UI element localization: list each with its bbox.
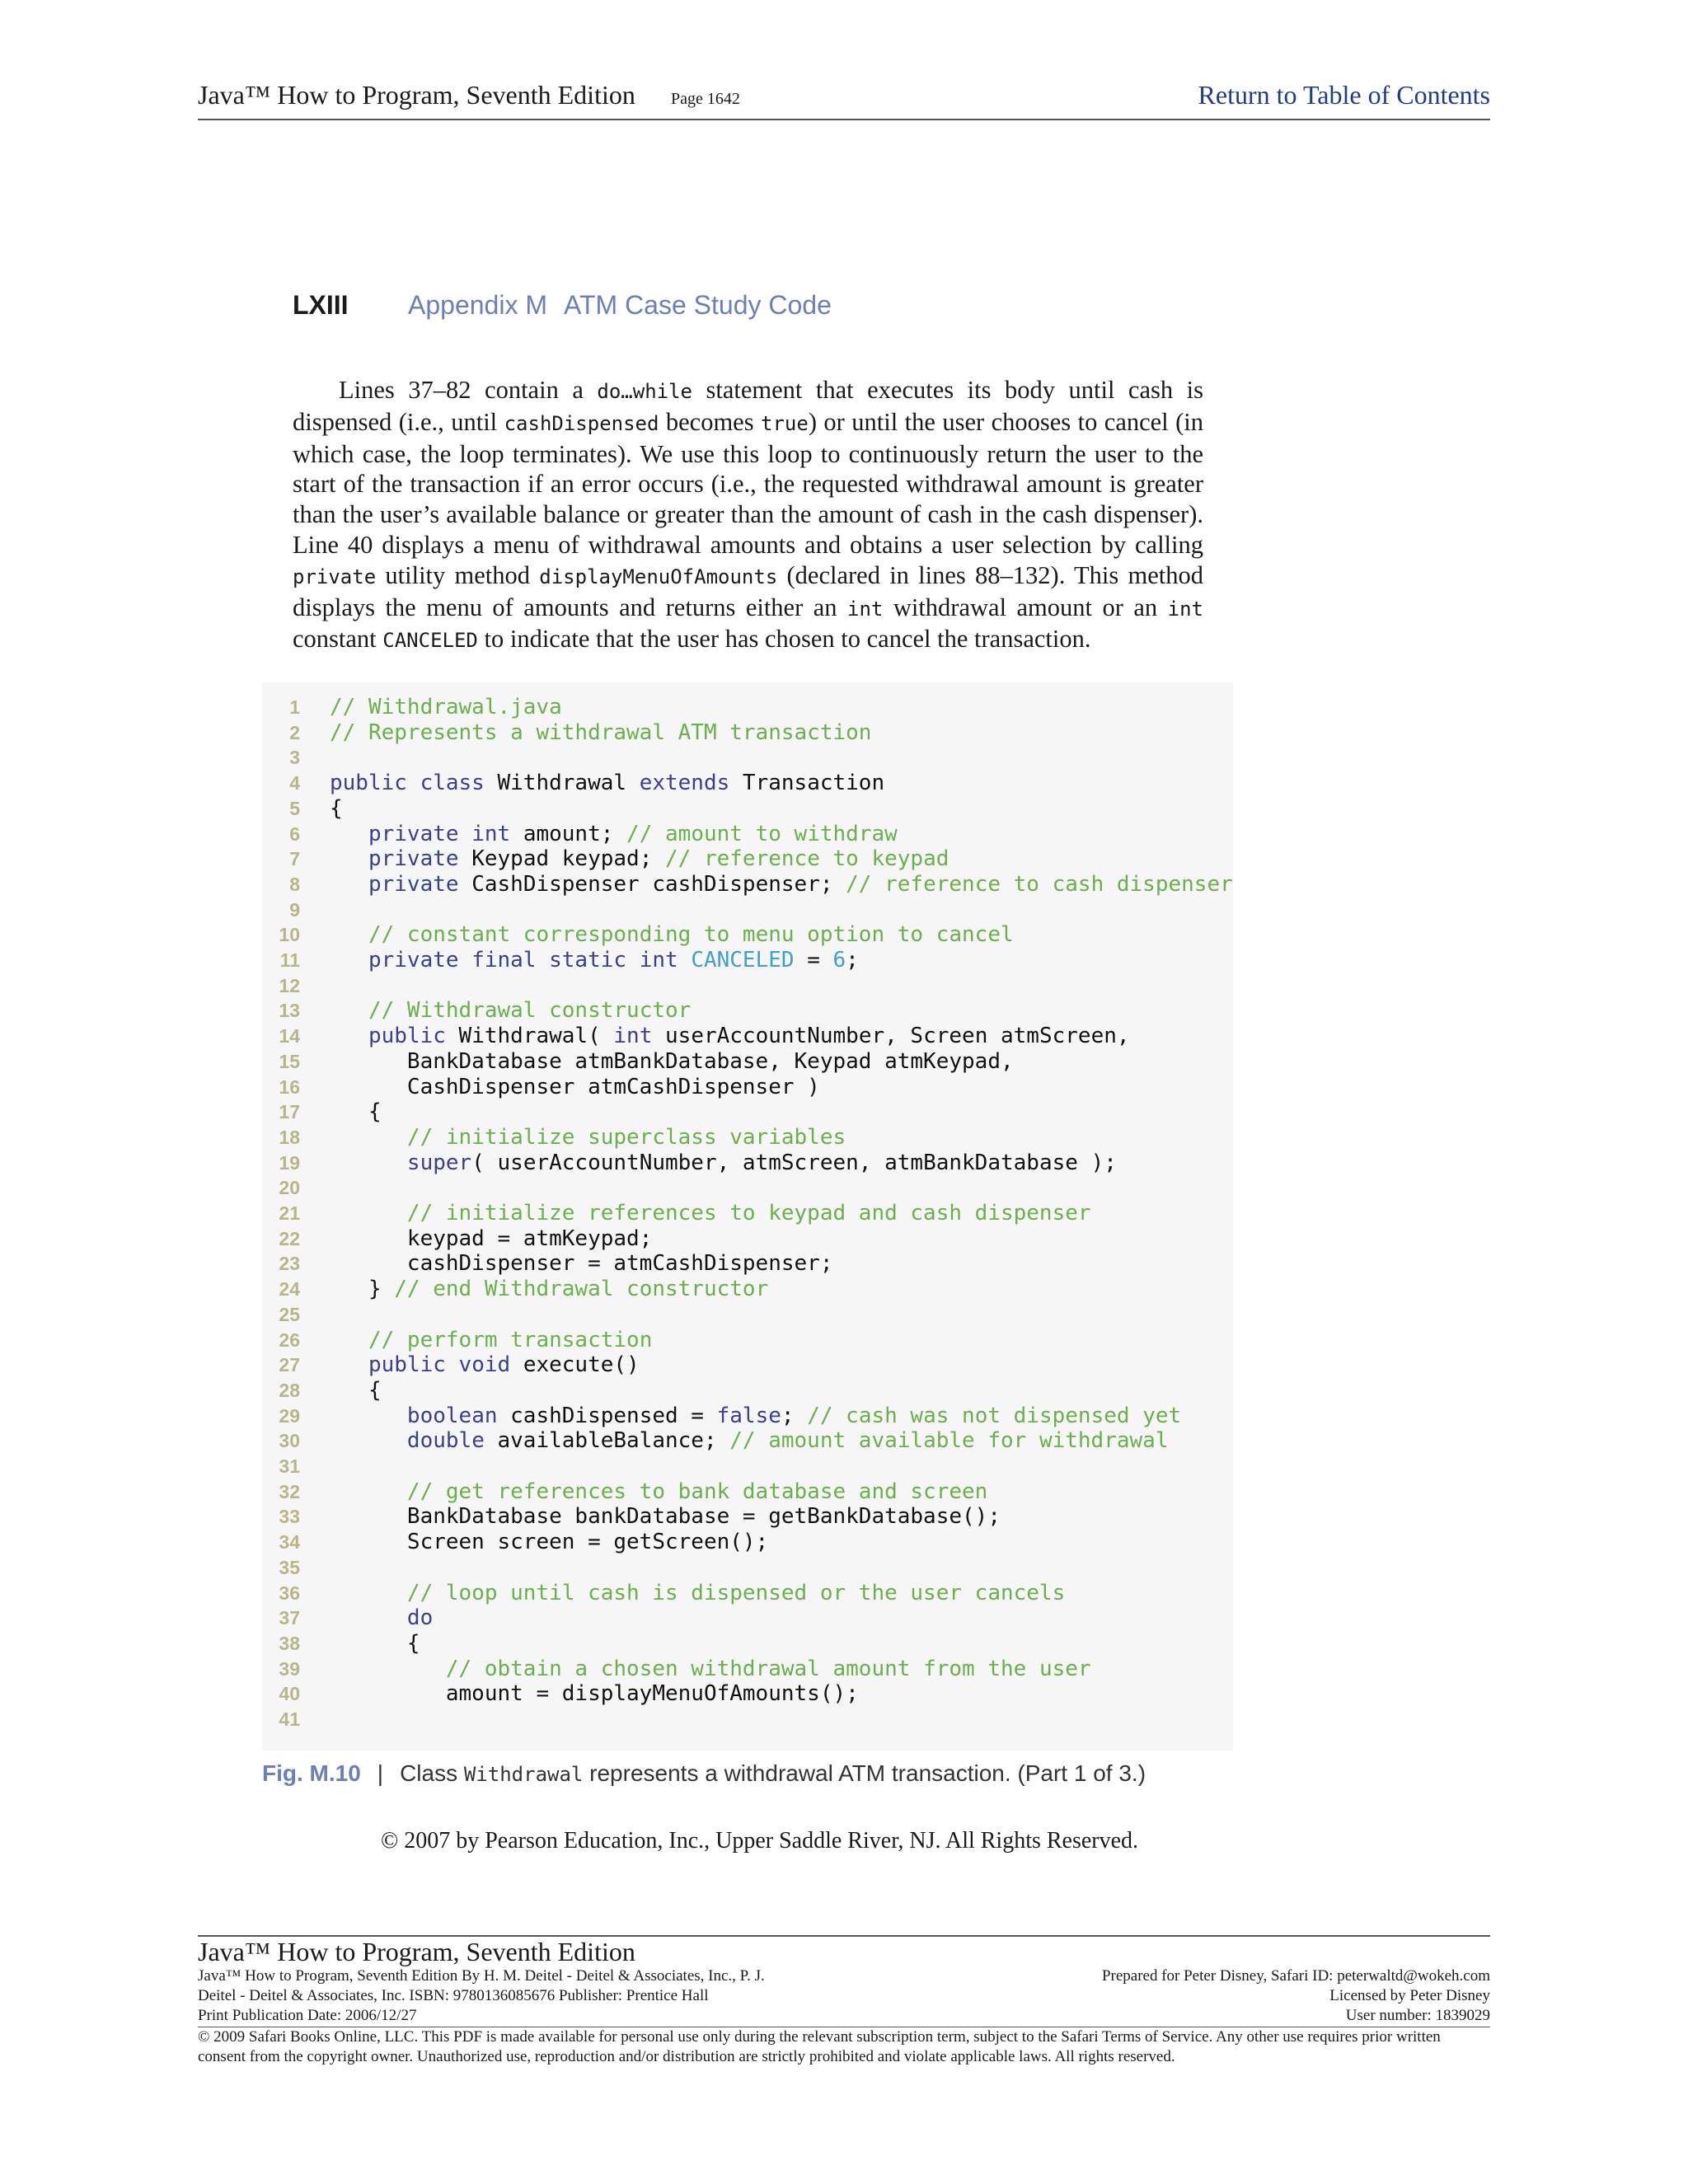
code-token: private [368, 871, 472, 897]
code-text [330, 720, 871, 746]
code-token: private [368, 846, 472, 872]
code-token: super [406, 1150, 472, 1175]
code-token: // initialize references to keypad and cash dispenser [406, 1201, 1091, 1226]
code-line [262, 1175, 300, 1201]
footer-title: Java™ How to Program, Seventh Edition [198, 1937, 635, 1966]
line-number: 40 [279, 1683, 300, 1705]
code-line [262, 1048, 1014, 1075]
paragraph-text: constant [293, 625, 383, 654]
code-text [330, 1681, 859, 1707]
paragraph-text: ) or until the user chooses to cancel (in which case, the loop terminates). We use this loop to continuously return the user to the start of the transaction if an error occurs (i.e., the requested withdrawal amount is greater than the user’s available balance or greater than the amount of cash in the cash dispenser). Line 40 displays a menu of withdrawal amounts and obtains a user selection by calling [293, 407, 1203, 559]
code-line [262, 1150, 1117, 1176]
line-number: 26 [279, 1329, 300, 1351]
code-token: BankDatabase atmBankDatabase, Keypad atmKeypad, [330, 1048, 1014, 1074]
line-number: 9 [289, 898, 300, 921]
code-token: // initialize superclass variables [406, 1124, 846, 1150]
appendix-title: ATM Case Study Code [564, 290, 832, 320]
code-token [330, 998, 368, 1023]
code-token: public void [368, 1352, 523, 1378]
code-line [262, 695, 562, 720]
code-token [330, 1605, 407, 1630]
code-line [262, 1277, 769, 1302]
code-line [262, 1656, 1091, 1682]
line-number: 36 [279, 1582, 300, 1604]
code-text [330, 1428, 1168, 1454]
code-token: Withdrawal [497, 771, 640, 796]
line-number: 14 [279, 1025, 300, 1047]
code-token: // amount to withdraw [626, 821, 898, 846]
code-line [262, 1302, 300, 1328]
caption-text-before: Class [400, 1760, 464, 1786]
code-line [262, 922, 1014, 948]
code-token [330, 1352, 368, 1377]
line-number: 2 [289, 721, 300, 743]
code-token: public [368, 1024, 459, 1049]
paragraph-text: becomes [659, 407, 762, 436]
page-label: Page 1642 [671, 90, 740, 108]
code-token: // loop until cash is dispensed or the user cancels [406, 1580, 1066, 1605]
code-text [330, 1277, 768, 1302]
line-number: 22 [279, 1227, 300, 1249]
caption-code: Withdrawal [463, 1763, 584, 1786]
code-token: ; [846, 948, 859, 972]
paragraph-text: Lines 37–82 contain a [339, 376, 598, 404]
code-text [330, 872, 1233, 898]
code-text [330, 1075, 820, 1100]
code-text [330, 922, 1014, 948]
code-token: 6 [832, 948, 846, 972]
code-token: // cash was not dispensed yet [807, 1403, 1182, 1428]
paragraph-text: statement that executes its body until cash is dispensed (i.e., until [293, 376, 1203, 436]
code-token: { [330, 795, 343, 821]
line-number: 38 [279, 1632, 300, 1654]
code-text [330, 1328, 652, 1353]
code-line [262, 998, 692, 1024]
code-line [262, 846, 950, 872]
code-text [330, 1581, 1065, 1606]
code-token: execute() [523, 1352, 640, 1378]
code-text [330, 1479, 987, 1505]
code-text [330, 948, 859, 973]
code-line [262, 1251, 833, 1277]
code-text [330, 822, 898, 847]
line-number: 29 [279, 1404, 300, 1427]
code-token: // reference to cash dispenser [846, 871, 1233, 897]
code-text [330, 1631, 420, 1657]
code-line [262, 795, 343, 822]
code-token [330, 948, 368, 972]
line-number: 8 [289, 873, 300, 895]
code-text [330, 1226, 652, 1252]
footer-right-line: Prepared for Peter Disney, Safari ID: peterwaltd@wokeh.com [1101, 1967, 1490, 1985]
line-number: 30 [279, 1430, 300, 1452]
line-number: 21 [279, 1202, 300, 1224]
line-number: 11 [279, 949, 300, 971]
line-number: 1 [289, 696, 300, 718]
code-token [330, 872, 368, 897]
code-token [330, 846, 368, 871]
code-token: cashDispenser = atmCashDispenser; [330, 1251, 833, 1277]
code-text [330, 1378, 382, 1404]
code-text [330, 796, 343, 822]
code-line [262, 973, 300, 999]
running-page-number: LXIII [293, 290, 349, 320]
code-line [262, 871, 1233, 898]
footer-left [198, 1966, 765, 2026]
line-number: 4 [289, 772, 300, 794]
line-number: 33 [279, 1506, 300, 1528]
code-line [262, 1555, 300, 1581]
paragraph-text: utility method [376, 560, 540, 589]
code-token: = [794, 948, 833, 972]
code-line [262, 1074, 820, 1100]
code-token [330, 1125, 407, 1150]
code-line [262, 1454, 300, 1479]
code-token: private final static int [368, 948, 692, 972]
copyright-notice: © 2007 by Pearson Education, Inc., Upper Saddle River, NJ. All Rights Reserved. [380, 1828, 1139, 1854]
code-text [330, 1605, 433, 1631]
code-token: // constant corresponding to menu option to cancel [368, 922, 1014, 948]
code-token [330, 1328, 368, 1352]
code-token: cashDispensed = [510, 1403, 717, 1428]
code-line [262, 821, 898, 847]
line-number: 31 [279, 1455, 300, 1477]
code-text [330, 1504, 1001, 1530]
inline-code: do…while [597, 380, 692, 403]
code-text [330, 1125, 846, 1151]
line-number: 39 [279, 1657, 300, 1680]
code-token: Screen screen = getScreen(); [330, 1530, 769, 1555]
code-text [330, 1657, 1091, 1682]
footer-left-line: Print Publication Date: 2006/12/27 [198, 2007, 417, 2024]
code-line [262, 1681, 859, 1707]
running-head [293, 290, 832, 321]
code-token: // perform transaction [368, 1327, 653, 1352]
appendix-label: Appendix M [408, 290, 547, 320]
code-token: { [330, 1099, 382, 1125]
footer-notice: © 2009 Safari Books Online, LLC. This PDF is made available for personal use only during the relevant subscription term, subject to the Safari Terms of Service. Any other use requires prior written consent from the copyright owner. Unauthorized use, reproduction and/or distribution are strictly prohibited and violate applicable laws. All rights reserved. [198, 2028, 1441, 2065]
code-token: userAccountNumber, Screen atmScreen, [665, 1024, 1130, 1049]
line-number: 18 [279, 1126, 300, 1148]
code-line [262, 1630, 420, 1657]
paragraph-text: withdrawal amount or an [883, 593, 1168, 621]
code-line [262, 1099, 382, 1125]
line-number: 24 [279, 1278, 300, 1301]
code-token: amount = displayMenuOfAmounts(); [330, 1681, 859, 1707]
inline-code: int [1167, 597, 1203, 621]
code-text [330, 695, 562, 720]
book-title: Java™ How to Program, Seventh Edition [198, 80, 635, 110]
footer-left-line: Java™ How to Program, Seventh Edition By H. M. Deitel - Deitel & Associates, Inc., P. J. [198, 1967, 765, 1985]
figure-caption: Fig. M.10 | Class Withdrawal represents a withdrawal ATM transaction. (Part 1 of 3.) [262, 1760, 1146, 1786]
page-header [198, 76, 1490, 120]
line-number: 10 [279, 924, 300, 946]
code-line [262, 1530, 769, 1555]
code-token: // end Withdrawal constructor [394, 1277, 769, 1302]
line-number: 20 [279, 1177, 300, 1199]
code-text [330, 771, 884, 796]
code-token: double [406, 1428, 498, 1454]
line-number: 23 [279, 1253, 300, 1275]
line-number: 27 [279, 1354, 300, 1376]
code-token: { [330, 1630, 420, 1656]
code-line [262, 948, 859, 973]
footer-right-line: User number: 1839029 [1345, 2007, 1490, 2024]
code-text [330, 1201, 1091, 1226]
code-text [330, 1151, 1117, 1176]
code-token: // Withdrawal constructor [368, 998, 692, 1024]
inline-code: int [847, 597, 884, 621]
code-line [262, 1707, 300, 1732]
code-token: availableBalance; [497, 1428, 730, 1454]
code-token: public class [330, 771, 498, 796]
line-number: 32 [279, 1480, 300, 1502]
paragraph-text: to indicate that the user has chosen to cancel the transaction. [477, 625, 1091, 654]
code-token: CashDispenser cashDispenser; [471, 871, 846, 897]
code-token: // amount available for withdrawal [729, 1428, 1169, 1454]
code-token: ; [781, 1403, 808, 1428]
code-line [262, 1352, 640, 1378]
code-token: do [406, 1605, 434, 1631]
code-token [330, 822, 368, 846]
code-line [262, 1428, 1169, 1454]
code-token: Keypad keypad; [471, 846, 666, 872]
code-line [262, 1226, 653, 1252]
inline-code: displayMenuOfAmounts [539, 565, 778, 588]
line-number: 19 [279, 1151, 300, 1174]
code-line [262, 745, 300, 771]
paragraph-text: (declared in lines 88–132). This method displays the menu of amounts and returns either an [293, 560, 1203, 621]
footer-right-line: Licensed by Peter Disney [1329, 1987, 1490, 2004]
code-token [330, 1581, 407, 1605]
line-number: 17 [279, 1101, 300, 1123]
code-token [330, 922, 368, 947]
code-token: } [330, 1277, 395, 1302]
code-token: CANCELED [691, 948, 795, 972]
code-token: amount; [523, 821, 627, 846]
code-line [262, 1024, 1130, 1049]
code-line [262, 1479, 988, 1505]
code-token: // Withdrawal.java [330, 695, 562, 719]
line-number: 13 [279, 1000, 300, 1022]
line-number: 7 [289, 848, 300, 870]
code-line [262, 771, 885, 796]
line-number: 41 [279, 1708, 300, 1730]
code-token: Transaction [742, 771, 885, 796]
code-token: extends [639, 771, 743, 796]
code-line [262, 1403, 1182, 1429]
line-number: 6 [289, 823, 300, 845]
code-line [262, 1605, 434, 1631]
line-number: 3 [289, 747, 300, 769]
body-paragraph [293, 375, 1203, 656]
code-token: { [330, 1377, 382, 1403]
code-token: boolean [406, 1403, 511, 1428]
code-text [330, 998, 691, 1024]
code-token [330, 1201, 407, 1226]
footer-left-line: Deitel - Deitel & Associates, Inc. ISBN: 9780136085676 Publisher: Prentice Hall [198, 1987, 709, 2004]
code-token: private int [368, 821, 523, 846]
inline-code: true [761, 411, 809, 435]
inline-code: private [293, 565, 377, 588]
code-token [330, 1024, 368, 1048]
code-token: // reference to keypad [665, 846, 950, 872]
figure-label: Fig. M.10 [262, 1760, 361, 1786]
line-number: 25 [279, 1303, 300, 1325]
line-number: 5 [289, 797, 300, 819]
code-token: // Represents a withdrawal ATM transaction [330, 719, 872, 745]
code-token [330, 1151, 407, 1175]
code-token: false [716, 1403, 781, 1428]
toc-link[interactable]: Return to Table of Contents [1198, 80, 1490, 110]
code-text [330, 846, 949, 872]
code-text [330, 1251, 832, 1277]
line-number: 12 [279, 974, 300, 996]
code-line [262, 1377, 382, 1404]
code-text [330, 1024, 1130, 1049]
line-number: 35 [279, 1556, 300, 1578]
code-token: Withdrawal( [458, 1024, 614, 1049]
inline-code: cashDispensed [504, 411, 659, 435]
line-number: 34 [279, 1531, 300, 1554]
code-line [262, 719, 872, 746]
code-line [262, 1580, 1066, 1606]
line-number: 15 [279, 1050, 300, 1072]
code-token [330, 1479, 407, 1504]
code-token [330, 1657, 446, 1681]
code-line [262, 1327, 653, 1353]
code-line [262, 1504, 1001, 1530]
inline-code: CANCELED [382, 629, 478, 653]
code-line [262, 1124, 846, 1151]
code-text [330, 1404, 1181, 1429]
code-text [330, 1352, 640, 1378]
code-text [330, 1099, 382, 1125]
code-text [330, 1530, 768, 1555]
line-number: 37 [279, 1607, 300, 1629]
code-token: // get references to bank database and screen [406, 1479, 988, 1504]
line-number: 28 [279, 1379, 300, 1401]
code-token [330, 1428, 407, 1453]
caption-text-after: represents a withdrawal ATM transaction. (Part 1 of 3.) [583, 1760, 1146, 1786]
code-token: BankDatabase bankDatabase = getBankDatabase(); [330, 1504, 1001, 1530]
code-token: ( userAccountNumber, atmScreen, atmBankDatabase ); [471, 1150, 1117, 1175]
code-token: int [613, 1024, 666, 1049]
code-line [262, 1201, 1091, 1226]
code-line [262, 898, 300, 923]
footer-right [1102, 1966, 1490, 2026]
code-token [330, 1404, 407, 1428]
line-number: 16 [279, 1076, 300, 1098]
code-token: keypad = atmKeypad; [330, 1226, 653, 1251]
code-token: // obtain a chosen withdrawal amount from the user [445, 1656, 1091, 1681]
code-text [330, 1049, 1014, 1075]
code-token: CashDispenser atmCashDispenser ) [330, 1074, 820, 1099]
